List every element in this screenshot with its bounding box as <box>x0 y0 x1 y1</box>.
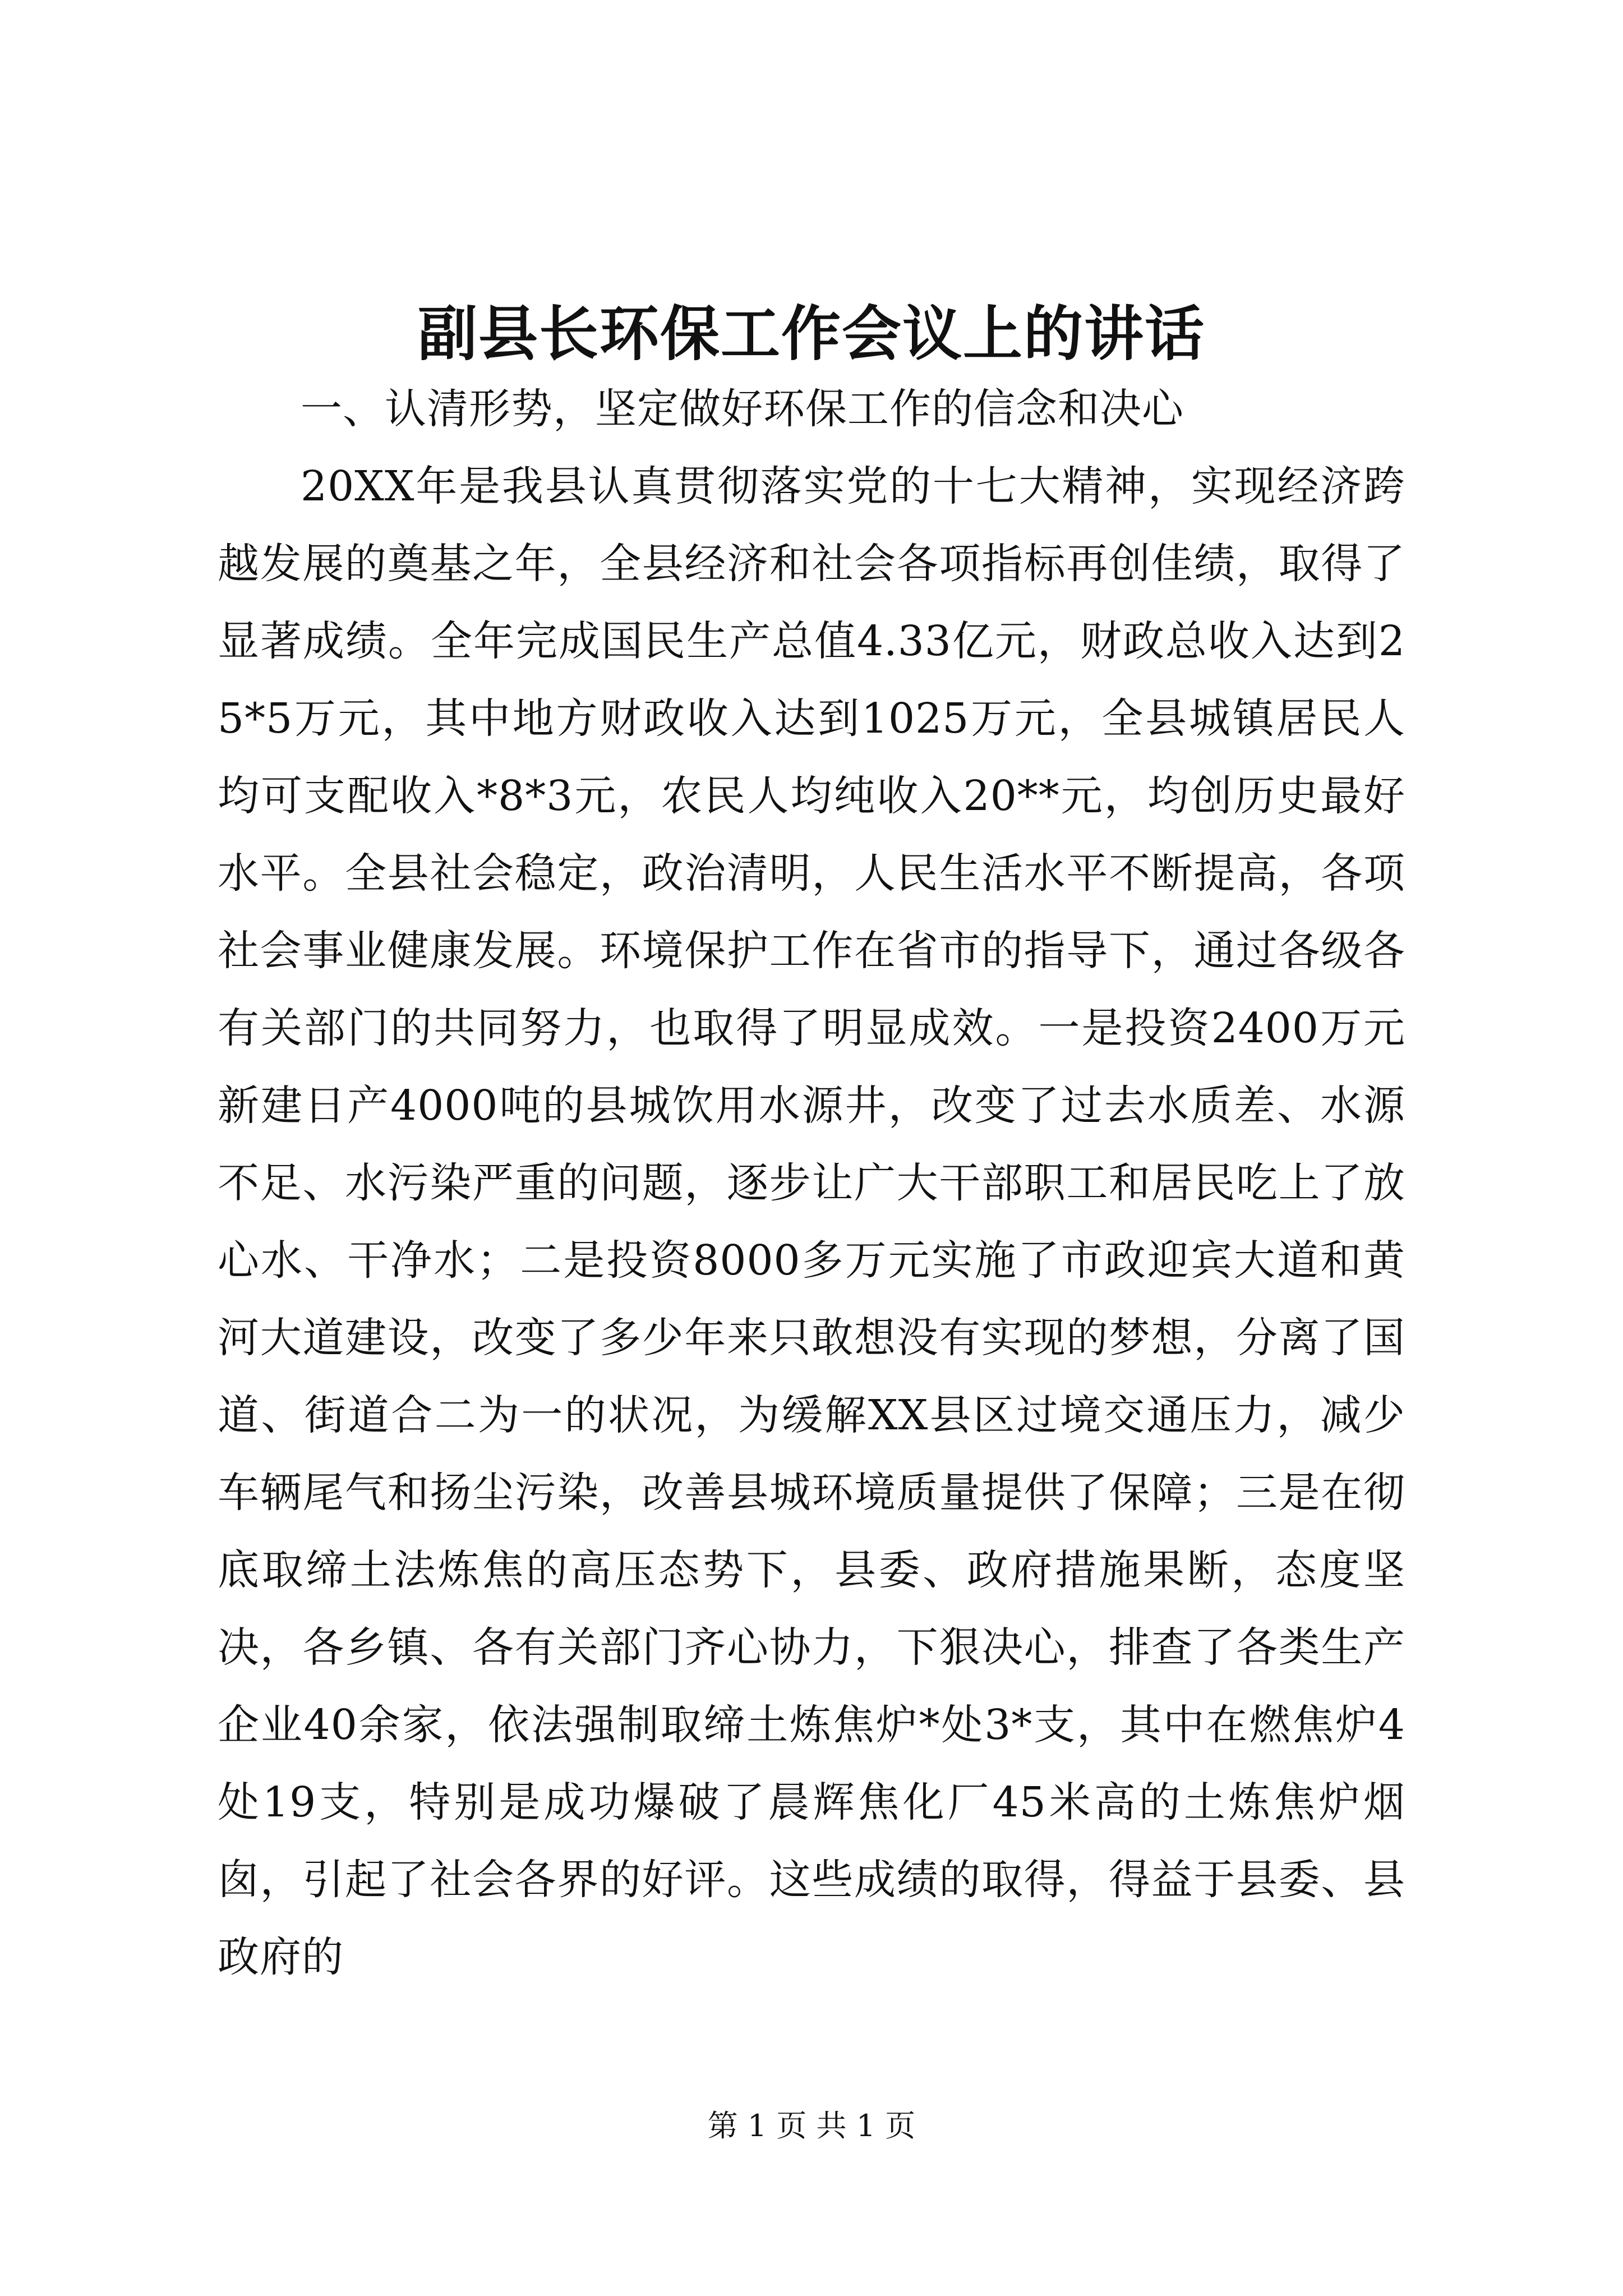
document-body <box>218 370 1405 1996</box>
section-heading: 一、认清形势，坚定做好环保工作的信念和决心 <box>301 385 1184 433</box>
document-title: 副县长环保工作会议上的讲话 <box>418 298 1205 369</box>
body-paragraph: 20XX年是我县认真贯彻落实党的十七大精神，实现经济跨越发展的奠基之年，全县经济和社会各项指标再创佳绩，取得了显著成绩。全年完成国民生产总值4.33亿元，财政总收入达到25*5万元，其中地方财政收入达到1025万元，全县城镇居民人均可支配收入*8*3元，农民人均纯收入20**元，均创历史最好水平。全县社会稳定，政治清明，人民生活水平不断提高，各项社会事业健康发展。环境保护工作在省市的指导下，通过各级各有关部门的共同努力，也取得了明显成效。一是投资2400万元新建日产4000吨的县城饮用水源井，改变了过去水质差、水源不足、水污染严重的问题，逐步让广大干部职工和居民吃上了放心水、干净水；二是投资8000多万元实施了市政迎宾大道和黄河大道建设，改变了多少年来只敢想没有实现的梦想，分离了国道、街道合二为一的状况，为缓解XX县区过境交通压力，减少车辆尾气和扬尘污染，改善县城环境质量提供了保障；三是在彻底取缔土法炼焦的高压态势下，县委、政府措施果断，态度坚决，各乡镇、各有关部门齐心协力，下狠决心，排查了各类生产企业40余家，依法强制取缔土炼焦炉*处3*支，其中在燃焦炉4处19支，特别是成功爆破了晨辉焦化厂45米高的土炼焦炉烟囱，引起了社会各界的好评。这些成绩的取得，得益于县委、县政府的 <box>218 462 1405 1981</box>
page-number-footer: 第 1 页 共 1 页 <box>707 2108 916 2143</box>
